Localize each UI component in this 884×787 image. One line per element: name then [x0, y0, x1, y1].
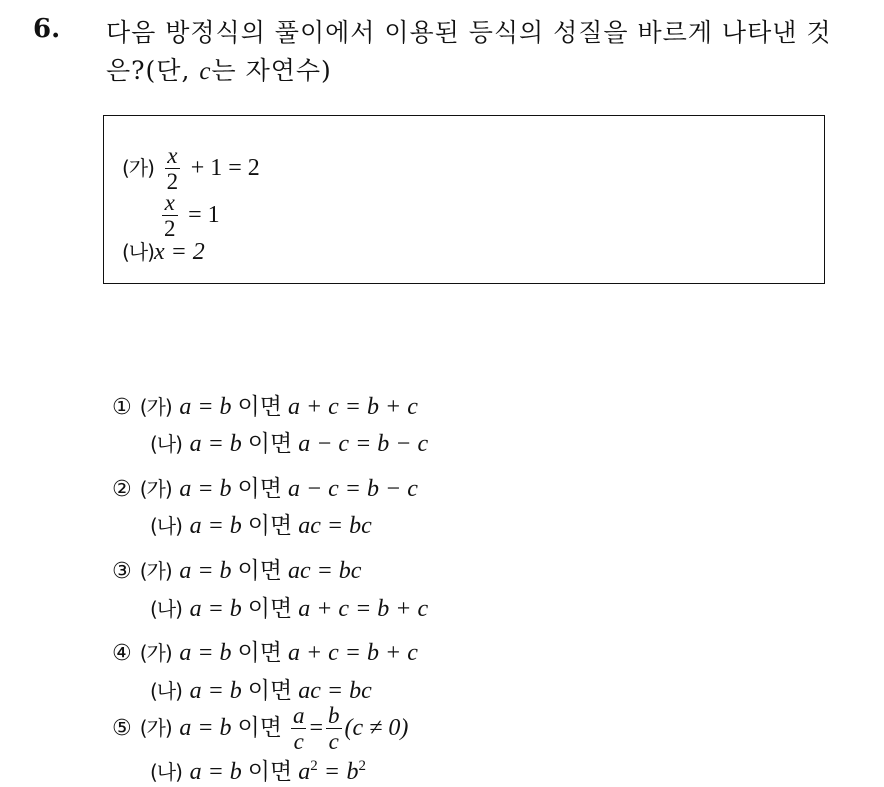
- choice-3-ga-label: (가): [139, 559, 172, 583]
- choice-5-ga-fraction-left: [291, 704, 307, 753]
- choice-5-ga-condition: a = b: [179, 715, 232, 741]
- choice-5-ga-frac1-denominator: c: [291, 728, 307, 753]
- choice-3-ga[interactable]: [112, 552, 361, 585]
- choice-4-ga-result: a + c = b + c: [287, 640, 418, 666]
- choice-1-ga[interactable]: [112, 388, 418, 421]
- choice-2-na-result: ac = bc: [298, 513, 372, 539]
- choice-1-ga-condition: a = b: [179, 394, 232, 420]
- choice-5-na-equals: =: [325, 759, 339, 785]
- question-line-2-suffix: 는 자연수): [211, 56, 332, 85]
- choice-1-na-label: (나): [150, 432, 182, 456]
- choice-1-na-condition: a = b: [189, 431, 242, 457]
- box-eq2-rest: = 1: [188, 202, 220, 228]
- choice-2-ga[interactable]: [112, 470, 418, 503]
- choice-3-ga-result: ac = bc: [287, 558, 362, 584]
- choice-5-ga-frac1-numerator: a: [292, 703, 305, 728]
- choice-4-na-word: 이면: [247, 678, 293, 704]
- choice-5-ga-frac2-numerator: b: [328, 703, 340, 728]
- choice-5-na-base-b: b: [346, 759, 359, 785]
- choice-3-na-condition: a = b: [189, 596, 242, 622]
- question-line-1: 다음 방정식의 풀이에서 이용된 등식의 성질을 바르게 나타낸 것: [106, 18, 832, 47]
- solution-box: [103, 115, 825, 284]
- choice-2-ga-condition: a = b: [179, 476, 232, 502]
- choice-2-na-condition: a = b: [189, 513, 242, 539]
- box-eq1-fraction: [165, 144, 181, 193]
- choice-1-ga-label: (가): [139, 395, 172, 419]
- choice-3-na-word: 이면: [247, 596, 293, 622]
- choice-2-ga-word: 이면: [237, 476, 282, 502]
- choice-1-mark: ①: [112, 395, 132, 420]
- choice-1-ga-word: 이면: [237, 394, 282, 420]
- choice-3-mark: ③: [112, 559, 132, 584]
- box-eq1-rest: + 1 = 2: [190, 155, 260, 181]
- choice-5-na-base-a: a: [298, 759, 311, 785]
- box-eq1-denominator: 2: [166, 169, 179, 194]
- box-eq2-denominator: 2: [164, 216, 176, 241]
- box-eq1-numerator: x: [167, 143, 178, 168]
- choice-3-ga-word: 이면: [237, 558, 282, 584]
- choice-2-mark: ②: [112, 477, 132, 502]
- choice-5-ga-word: 이면: [237, 715, 282, 741]
- choice-5-na-exp-a: 2: [310, 758, 318, 774]
- box-step-3: [122, 236, 205, 266]
- choice-4-ga[interactable]: [112, 634, 418, 667]
- choice-1-ga-result: a + c = b + c: [287, 394, 418, 420]
- choice-4-mark: ④: [112, 641, 132, 666]
- question-variable-c: c: [199, 58, 212, 85]
- choice-5-na-label: (나): [150, 760, 182, 784]
- choice-3-na-label: (나): [150, 597, 182, 621]
- box-step-1: [122, 144, 260, 193]
- choice-3-ga-condition: a = b: [179, 558, 232, 584]
- box-eq2-fraction: [162, 191, 178, 240]
- box-eq3: x = 2: [153, 239, 205, 265]
- question-text: [106, 14, 866, 91]
- choice-2-na-label: (나): [150, 514, 182, 538]
- box-label-na: (나): [122, 240, 154, 264]
- question-line-2: [106, 52, 866, 91]
- choice-5-mark: ⑤: [112, 716, 132, 741]
- choice-5-ga-label: (가): [139, 716, 172, 740]
- choice-5-na-exp-b: 2: [358, 758, 367, 774]
- choice-4-na-label: (나): [150, 679, 182, 703]
- choice-2-na-word: 이면: [247, 513, 293, 539]
- choice-5-na-word: 이면: [247, 759, 293, 785]
- choice-5-na-condition: a = b: [189, 759, 242, 785]
- choice-4-na: [150, 672, 372, 705]
- choice-4-ga-word: 이면: [237, 640, 282, 666]
- choice-5-ga[interactable]: [112, 704, 408, 753]
- choice-3-na-result: a + c = b + c: [298, 596, 429, 622]
- choice-2-na: [150, 507, 372, 540]
- choice-4-na-result: ac = bc: [298, 678, 372, 704]
- question-line-2-prefix: 은?(단,: [106, 56, 200, 85]
- choice-3-na: [150, 590, 428, 623]
- choice-5-ga-condition-tail: (c ≠ 0): [344, 715, 409, 741]
- choice-1-na: [150, 425, 428, 458]
- choice-2-ga-label: (가): [139, 477, 172, 501]
- choice-1-na-word: 이면: [247, 431, 293, 457]
- choice-4-na-condition: a = b: [189, 678, 242, 704]
- choice-1-na-result: a − c = b − c: [298, 431, 429, 457]
- choice-5-ga-frac2-denominator: c: [326, 728, 342, 753]
- box-step-2: [159, 191, 220, 240]
- question-number: 6.: [33, 14, 61, 44]
- choice-5-ga-fraction-right: [326, 704, 342, 753]
- choice-2-ga-result: a − c = b − c: [287, 476, 418, 502]
- choice-5-na: [150, 753, 366, 786]
- choice-4-ga-condition: a = b: [179, 640, 232, 666]
- box-eq2-numerator: x: [164, 190, 175, 215]
- box-label-ga: (가): [122, 156, 154, 180]
- choice-4-ga-label: (가): [139, 641, 172, 665]
- choice-5-ga-equals: =: [309, 715, 323, 741]
